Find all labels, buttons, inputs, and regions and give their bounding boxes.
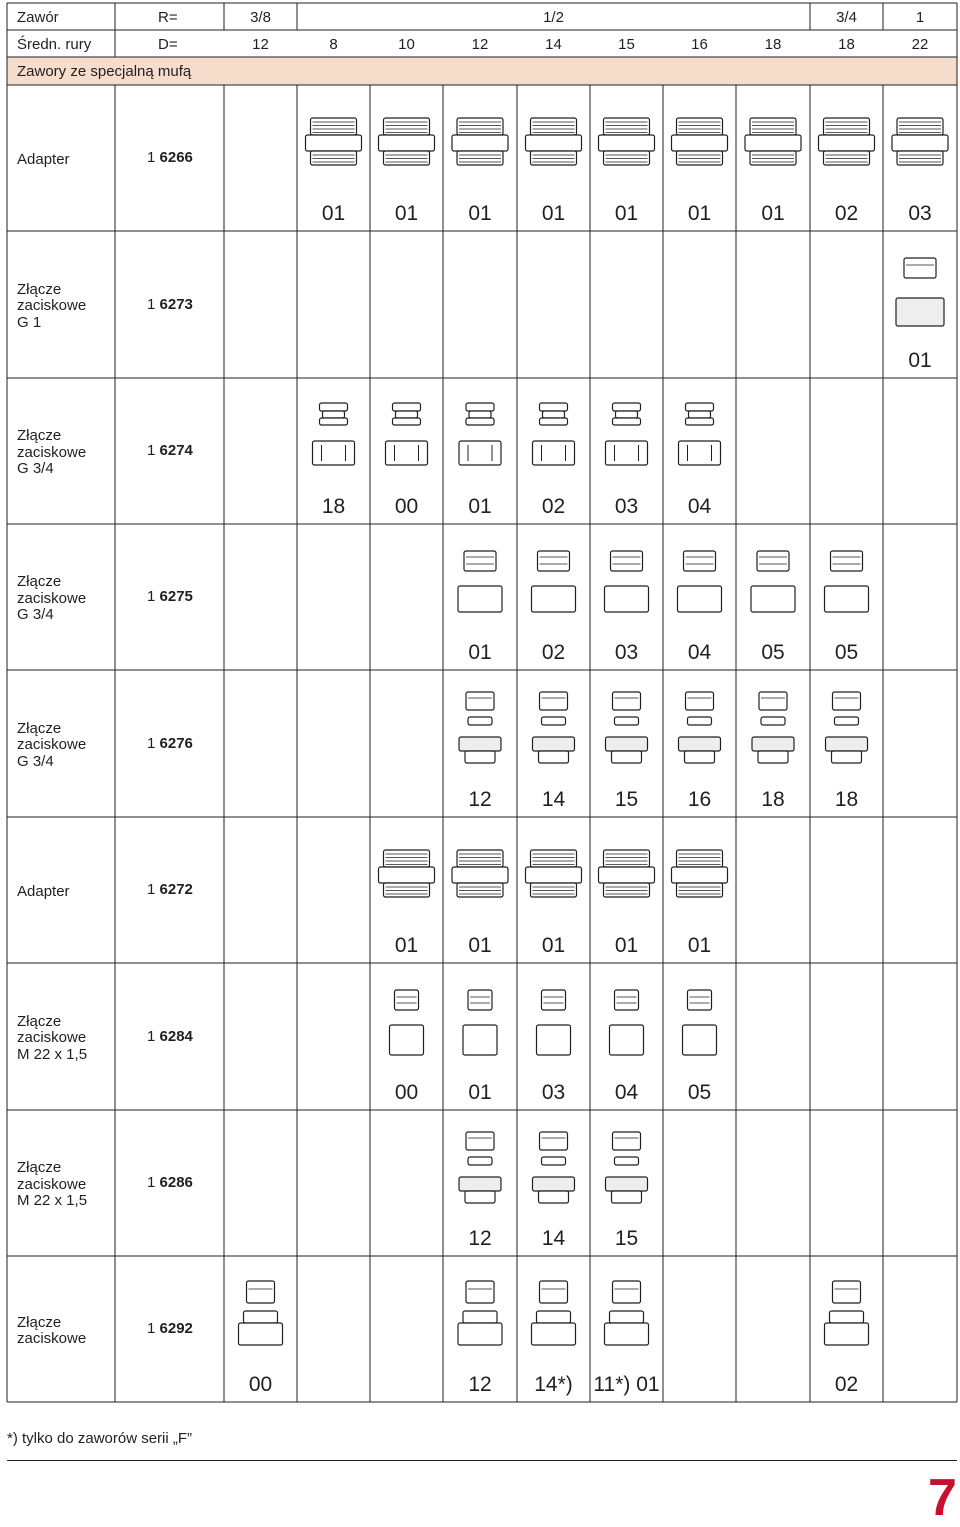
compression-fitting-icon — [533, 1132, 575, 1203]
row-label: G 1 — [17, 313, 42, 331]
article-code: 6273 — [159, 295, 193, 313]
row-label: M 22 x 1,5 — [17, 1192, 88, 1210]
header-d-value: 8 — [329, 36, 338, 53]
adapter-fitting-icon — [526, 850, 582, 897]
variant-code: 01 — [468, 641, 492, 664]
article-number — [147, 443, 193, 459]
adapter-fitting-icon — [745, 118, 801, 165]
variant-code: 12 — [468, 788, 492, 811]
row-label: Złącze — [17, 1012, 62, 1030]
article-prefix: 1 — [147, 295, 160, 313]
header-d-value: 14 — [545, 36, 562, 53]
compression-fitting-icon — [610, 990, 644, 1055]
variant-code: 00 — [394, 1081, 419, 1104]
compression-fitting-icon — [533, 403, 575, 465]
variant-code: 05 — [687, 1081, 712, 1104]
row-label: Złącze — [17, 573, 62, 591]
row-label: zaciskowe — [17, 443, 87, 461]
row-label: Złącze — [17, 1159, 62, 1177]
compression-fitting-icon — [239, 1281, 283, 1345]
compression-fitting-icon — [459, 1132, 501, 1203]
header-d-value: 16 — [691, 36, 708, 53]
variant-code: 11*) 01 — [593, 1373, 660, 1396]
row-label: zaciskowe — [17, 297, 87, 315]
compression-fitting-icon — [390, 990, 424, 1055]
row-label: G 3/4 — [17, 606, 54, 624]
adapter-fitting-icon — [452, 118, 508, 165]
variant-code: 14*) — [534, 1373, 573, 1396]
variant-code: 03 — [541, 1081, 566, 1104]
page-number: 7 — [928, 1469, 957, 1527]
variant-code: 18 — [761, 788, 785, 811]
row-label: zaciskowe — [17, 736, 87, 754]
variant-code: 05 — [761, 641, 785, 664]
article-prefix: 1 — [147, 1174, 160, 1191]
variant-code: 04 — [614, 1081, 639, 1104]
variant-code: 05 — [834, 641, 859, 664]
header-d-value: 12 — [252, 36, 269, 53]
adapter-fitting-icon — [379, 850, 435, 897]
article-code: 6274 — [159, 442, 193, 459]
variant-code: 01 — [468, 495, 492, 518]
row-label: G 3/4 — [17, 460, 54, 478]
article-code: 6275 — [159, 588, 193, 605]
variant-code: 15 — [614, 1227, 639, 1250]
article-code: 6292 — [159, 1320, 193, 1337]
compression-fitting-icon — [825, 1281, 869, 1345]
variant-code: 03 — [614, 641, 639, 664]
variant-code: 15 — [614, 788, 639, 811]
variant-code: 01 — [541, 934, 566, 957]
article-code: 6286 — [159, 1174, 193, 1191]
row-label: Złącze — [17, 1313, 62, 1331]
variant-code: 01 — [614, 202, 639, 225]
compression-fitting-icon — [896, 258, 944, 326]
adapter-fitting-icon — [819, 118, 875, 165]
row-label: M 22 x 1,5 — [17, 1045, 88, 1063]
row-label: Złącze — [17, 280, 62, 298]
article-code: 6266 — [159, 149, 193, 166]
article-prefix: 1 — [147, 881, 160, 898]
variant-code: 01 — [541, 202, 566, 225]
section-title: Zawory ze specjalną mufą — [17, 63, 192, 80]
variant-code: 14 — [541, 1227, 566, 1250]
row-label: Złącze — [17, 719, 62, 737]
article-code: 6276 — [159, 734, 193, 752]
variant-code: 01 — [468, 934, 492, 957]
variant-code: 01 — [908, 349, 932, 372]
article-code: 6272 — [159, 881, 193, 898]
article-code: 6284 — [159, 1027, 193, 1045]
adapter-fitting-icon — [672, 118, 728, 165]
compression-fitting-icon — [386, 403, 428, 465]
variant-code: 01 — [321, 202, 346, 225]
article-prefix: 1 — [147, 588, 160, 605]
article-number — [147, 736, 193, 752]
compression-fitting-icon — [537, 990, 571, 1055]
variant-code: 01 — [687, 934, 712, 957]
variant-code: 02 — [834, 1373, 859, 1396]
adapter-fitting-icon — [599, 118, 655, 165]
header-d-value: 18 — [838, 36, 855, 53]
article-number — [147, 297, 193, 313]
row-label: Adapter — [17, 150, 70, 168]
variant-code: 01 — [468, 1081, 492, 1104]
variant-code: 01 — [687, 202, 712, 225]
compression-fitting-icon — [459, 692, 501, 763]
header-valve-label: Zawór — [17, 9, 59, 26]
header-d-value: 22 — [911, 36, 929, 53]
compression-fitting-icon — [459, 403, 501, 465]
compression-fitting-icon — [751, 551, 795, 612]
row-label: zaciskowe — [17, 1029, 87, 1047]
variant-code: 03 — [908, 202, 932, 225]
variant-code: 00 — [248, 1373, 273, 1396]
variant-code: 12 — [468, 1227, 492, 1250]
row-label: zaciskowe — [17, 1330, 87, 1347]
compression-fitting-icon — [463, 990, 497, 1055]
variant-code: 01 — [761, 202, 785, 225]
row-label: zaciskowe — [17, 589, 87, 607]
variant-code: 03 — [614, 495, 639, 518]
adapter-fitting-icon — [892, 118, 948, 165]
article-prefix: 1 — [147, 734, 160, 752]
compression-fitting-icon — [679, 692, 721, 763]
footnote: *) tylko do zaworów serii „F” — [7, 1430, 193, 1447]
compression-fitting-icon — [606, 403, 648, 465]
adapter-fitting-icon — [452, 850, 508, 897]
row-label: zaciskowe — [17, 1175, 87, 1193]
article-number — [147, 882, 193, 898]
variant-code: 12 — [468, 1373, 492, 1396]
header-d-value: 10 — [398, 36, 415, 53]
compression-fitting-icon — [679, 403, 721, 465]
header-d-value: 12 — [471, 36, 489, 53]
compression-fitting-icon — [605, 551, 649, 612]
compression-fitting-icon — [532, 1281, 576, 1345]
divider-line — [7, 1460, 957, 1461]
compression-fitting-icon — [533, 692, 575, 763]
header-r-label: R= — [158, 9, 178, 26]
variant-code: 18 — [321, 495, 346, 518]
variant-code: 02 — [541, 495, 566, 518]
variant-code: 16 — [687, 788, 712, 811]
row-label: Adapter — [17, 882, 70, 900]
article-prefix: 1 — [147, 149, 160, 166]
compression-fitting-icon — [313, 403, 355, 465]
variant-code: 01 — [394, 934, 419, 957]
article-number — [147, 1175, 193, 1191]
header-d-value: 18 — [764, 36, 782, 53]
compression-fitting-icon — [605, 1281, 649, 1345]
variant-code: 01 — [394, 202, 419, 225]
compression-fitting-icon — [532, 551, 576, 612]
compression-fitting-icon — [825, 551, 869, 612]
header-d-value: 15 — [618, 36, 635, 53]
compression-fitting-icon — [606, 1132, 648, 1203]
adapter-fitting-icon — [672, 850, 728, 897]
row-label: G 3/4 — [17, 752, 54, 770]
adapter-fitting-icon — [379, 118, 435, 165]
header-pipe-label: Średn. rury — [17, 36, 92, 53]
article-prefix: 1 — [147, 442, 160, 459]
compression-fitting-icon — [458, 551, 502, 612]
compression-fitting-icon — [683, 990, 717, 1055]
header-r-value: 3/4 — [836, 9, 857, 26]
article-number — [147, 150, 193, 166]
article-number — [147, 1029, 193, 1045]
article-prefix: 1 — [147, 1320, 160, 1337]
header-r-value: 1/2 — [543, 9, 564, 26]
adapter-fitting-icon — [306, 118, 362, 165]
variant-code: 04 — [687, 641, 712, 664]
header-d-label: D= — [158, 36, 178, 53]
article-number — [147, 1321, 193, 1337]
variant-code: 04 — [687, 495, 712, 518]
compression-fitting-icon — [606, 692, 648, 763]
compression-fitting-icon — [752, 692, 794, 763]
variant-code: 14 — [541, 788, 566, 811]
variant-code: 18 — [834, 788, 859, 811]
variant-code: 00 — [394, 495, 419, 518]
article-number — [147, 589, 193, 605]
compression-fitting-icon — [826, 692, 868, 763]
article-prefix: 1 — [147, 1027, 160, 1045]
compression-fitting-icon — [678, 551, 722, 612]
variant-code: 02 — [541, 641, 566, 664]
header-r-value: 3/8 — [250, 9, 271, 26]
adapter-fitting-icon — [599, 850, 655, 897]
variant-code: 01 — [614, 934, 639, 957]
variant-code: 02 — [834, 202, 859, 225]
variant-code: 01 — [468, 202, 492, 225]
row-label: Złącze — [17, 427, 62, 445]
adapter-fitting-icon — [526, 118, 582, 165]
compression-fitting-icon — [458, 1281, 502, 1345]
header-r-value: 1 — [915, 9, 925, 26]
